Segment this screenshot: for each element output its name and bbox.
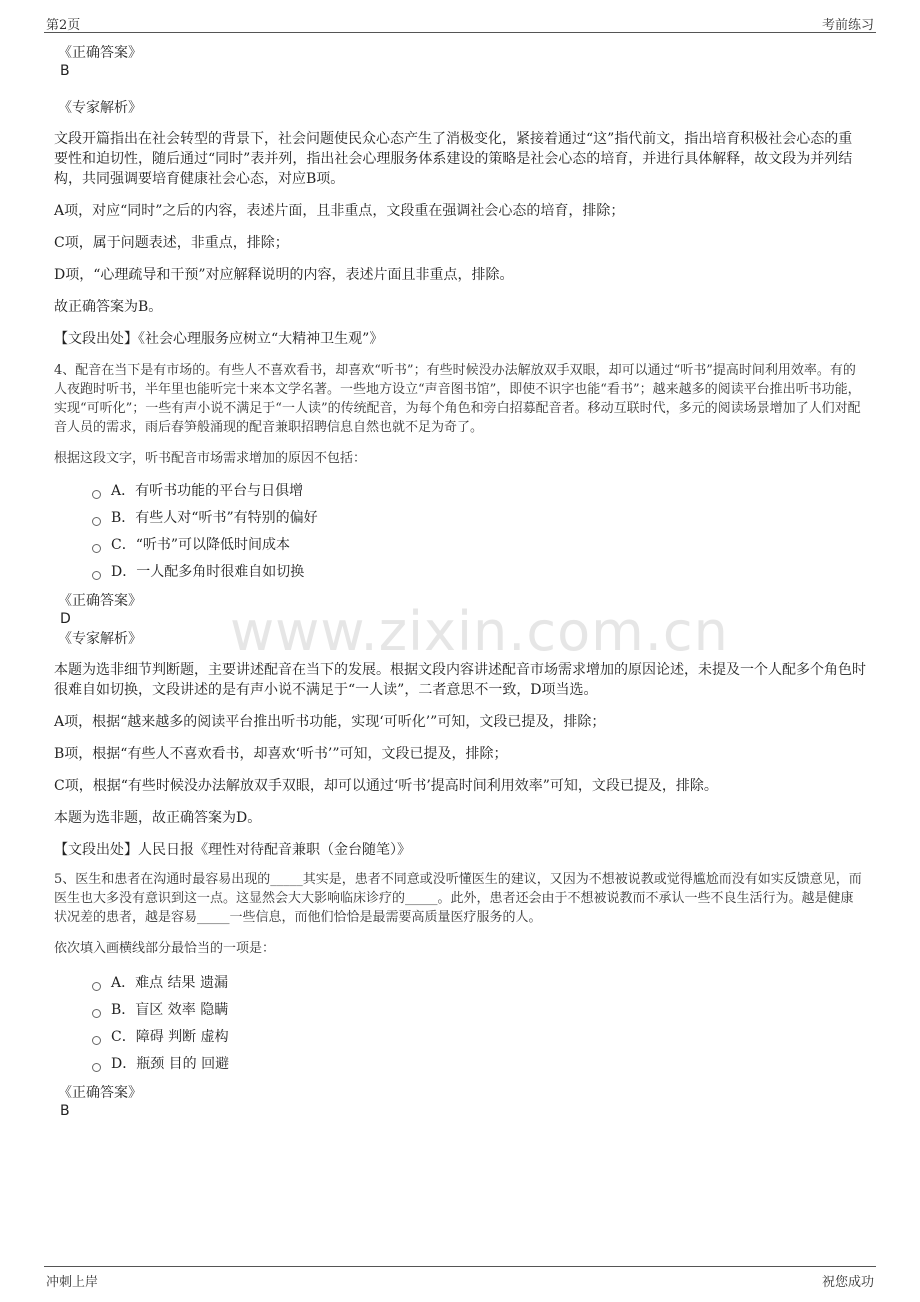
q4-answer: D bbox=[60, 611, 71, 627]
option-label: B．盲区 效率 隐瞒 bbox=[111, 1002, 229, 1018]
analysis-label: 《专家解析》 bbox=[58, 100, 142, 116]
q5-option-c[interactable] bbox=[92, 1024, 866, 1051]
analysis-label: 《专家解析》 bbox=[58, 631, 142, 647]
q5-question: 5、医生和患者在沟通时最容易出现的_____其实是，患者不同意或没听懂医生的建议，又因为不想被说教或觉得尴尬而没有如实反馈意见，而医生也大多没有意识到这一点。这显然会大大影响临床诊疗的_____。此外，患者还会由于不想被说教而不承认一些不良生活行为。越是健康状况差的患者，越是容易_____一些信息，而他们恰恰是最需要高质量医疗服务的人。 bbox=[54, 872, 862, 925]
footer-left-text: 冲刺上岸 bbox=[46, 1275, 99, 1290]
radio-icon[interactable] bbox=[92, 1036, 101, 1045]
q4-analysis-paragraph: 本题为选非细节判断题，主要讲述配音在当下的发展。根据文段内容讲述配音市场需求增加的原因论述，未提及一个人配多个角色时很难自如切换，文段讲述的是有声小说不满足于“一人读”，二者意思不一致，D项当选。 bbox=[54, 662, 866, 698]
q4-options bbox=[92, 478, 866, 586]
q5-option-a[interactable] bbox=[92, 970, 866, 997]
watermark: www.zixin.com.cn bbox=[230, 600, 729, 663]
q3-analysis-paragraph: A项，对应“同时”之后的内容，表述片面，且非重点，文段重在强调社会心态的培育，排除； bbox=[54, 203, 625, 219]
q4-analysis-paragraph: C项，根据“有些时候没办法解放双手双眼，却可以通过‘听书’提高时间利用效率”可知，文段已提及，排除。 bbox=[54, 778, 718, 794]
answer-label: 《正确答案》 bbox=[58, 1085, 142, 1101]
option-label: D．一人配多角时很难自如切换 bbox=[111, 564, 305, 580]
q3-answer-block bbox=[54, 44, 866, 80]
q4-option-b[interactable] bbox=[92, 505, 866, 532]
q4-question: 4、配音在当下是有市场的。有些人不喜欢看书，却喜欢“听书”；有些时候没办法解放双手双眼，却可以通过“听书”提高时间利用效率。有的人夜跑时听书，半年里也能听完十来本文学名著。一些地方设立“声音图书馆”，即使不识字也能“看书”；越来越多的阅读平台推出听书功能，实现“可听化”；一些有声小说不满足于“一人读”的传统配音，为每个角色和旁白招募配音者。移动互联时代，多元的阅读场景增加了人们对配音人员的需求，雨后春笋般涌现的配音兼职招聘信息自然也就不足为奇了。 bbox=[54, 363, 861, 435]
q4-option-a[interactable] bbox=[92, 478, 866, 505]
q5-options bbox=[92, 970, 866, 1078]
q3-answer: B bbox=[60, 63, 70, 79]
radio-icon[interactable] bbox=[92, 490, 101, 499]
option-label: D．瓶颈 目的 回避 bbox=[111, 1056, 230, 1072]
q4-option-c[interactable] bbox=[92, 532, 866, 559]
answer-label: 《正确答案》 bbox=[58, 593, 142, 609]
q5-answer-block bbox=[54, 1084, 866, 1120]
radio-icon[interactable] bbox=[92, 544, 101, 553]
option-label: B．有些人对“听书”有特别的偏好 bbox=[111, 510, 318, 526]
header-title: 考前练习 bbox=[821, 18, 874, 33]
q4-prompt: 根据这段文字，听书配音市场需求增加的原因不包括： bbox=[54, 451, 367, 466]
option-label: C．障碍 判断 虚构 bbox=[111, 1029, 229, 1045]
q5-option-b[interactable] bbox=[92, 997, 866, 1024]
q4-analysis-paragraph: A项，根据“越来越多的阅读平台推出听书功能，实现‘可听化’”可知，文段已提及，排除； bbox=[54, 714, 606, 730]
q4-analysis-paragraph: 本题为选非题，故正确答案为D。 bbox=[54, 810, 262, 826]
q3-source: 【文段出处】《社会心理服务应树立“大精神卫生观”》 bbox=[54, 331, 384, 347]
page-header bbox=[44, 14, 876, 33]
document-content bbox=[54, 44, 866, 1120]
option-label: C．“听书”可以降低时间成本 bbox=[111, 537, 291, 553]
radio-icon[interactable] bbox=[92, 571, 101, 580]
q3-analysis-paragraph: C项，属于问题表述，非重点，排除； bbox=[54, 235, 289, 251]
q3-analysis-paragraph: 故正确答案为B。 bbox=[54, 299, 163, 315]
q5-option-d[interactable] bbox=[92, 1051, 866, 1078]
page-number: 第2页 bbox=[46, 18, 81, 33]
q4-answer-block bbox=[54, 592, 866, 648]
radio-icon[interactable] bbox=[92, 517, 101, 526]
radio-icon[interactable] bbox=[92, 1063, 101, 1072]
q4-analysis-paragraph: B项，根据“有些人不喜欢看书，却喜欢‘听书’”可知，文段已提及，排除； bbox=[54, 746, 508, 762]
radio-icon[interactable] bbox=[92, 1009, 101, 1018]
q3-analysis-paragraph: 文段开篇指出在社会转型的背景下，社会问题使民众心态产生了消极变化，紧接着通过“这”指代前文，指出培育积极社会心态的重要性和迫切性，随后通过“同时”表并列，指出社会心理服务体系建设的策略是社会心态的培育，并进行具体解释，故文段为并列结构，共同强调要培育健康社会心态，对应B项。 bbox=[54, 131, 853, 187]
footer-right-text: 祝您成功 bbox=[821, 1275, 874, 1290]
q4-source: 【文段出处】人民日报《理性对待配音兼职（金台随笔）》 bbox=[54, 842, 411, 858]
answer-label: 《正确答案》 bbox=[58, 45, 142, 61]
q3-analysis-paragraph: D项，“心理疏导和干预”对应解释说明的内容，表述片面且非重点，排除。 bbox=[54, 267, 514, 283]
page-footer bbox=[44, 1266, 876, 1290]
q5-prompt: 依次填入画横线部分最恰当的一项是： bbox=[54, 941, 276, 956]
radio-icon[interactable] bbox=[92, 982, 101, 991]
option-label: A．难点 结果 遗漏 bbox=[111, 975, 229, 991]
q4-option-d[interactable] bbox=[92, 559, 866, 586]
option-label: A．有听书功能的平台与日俱增 bbox=[111, 483, 304, 499]
q5-answer: B bbox=[60, 1103, 70, 1119]
